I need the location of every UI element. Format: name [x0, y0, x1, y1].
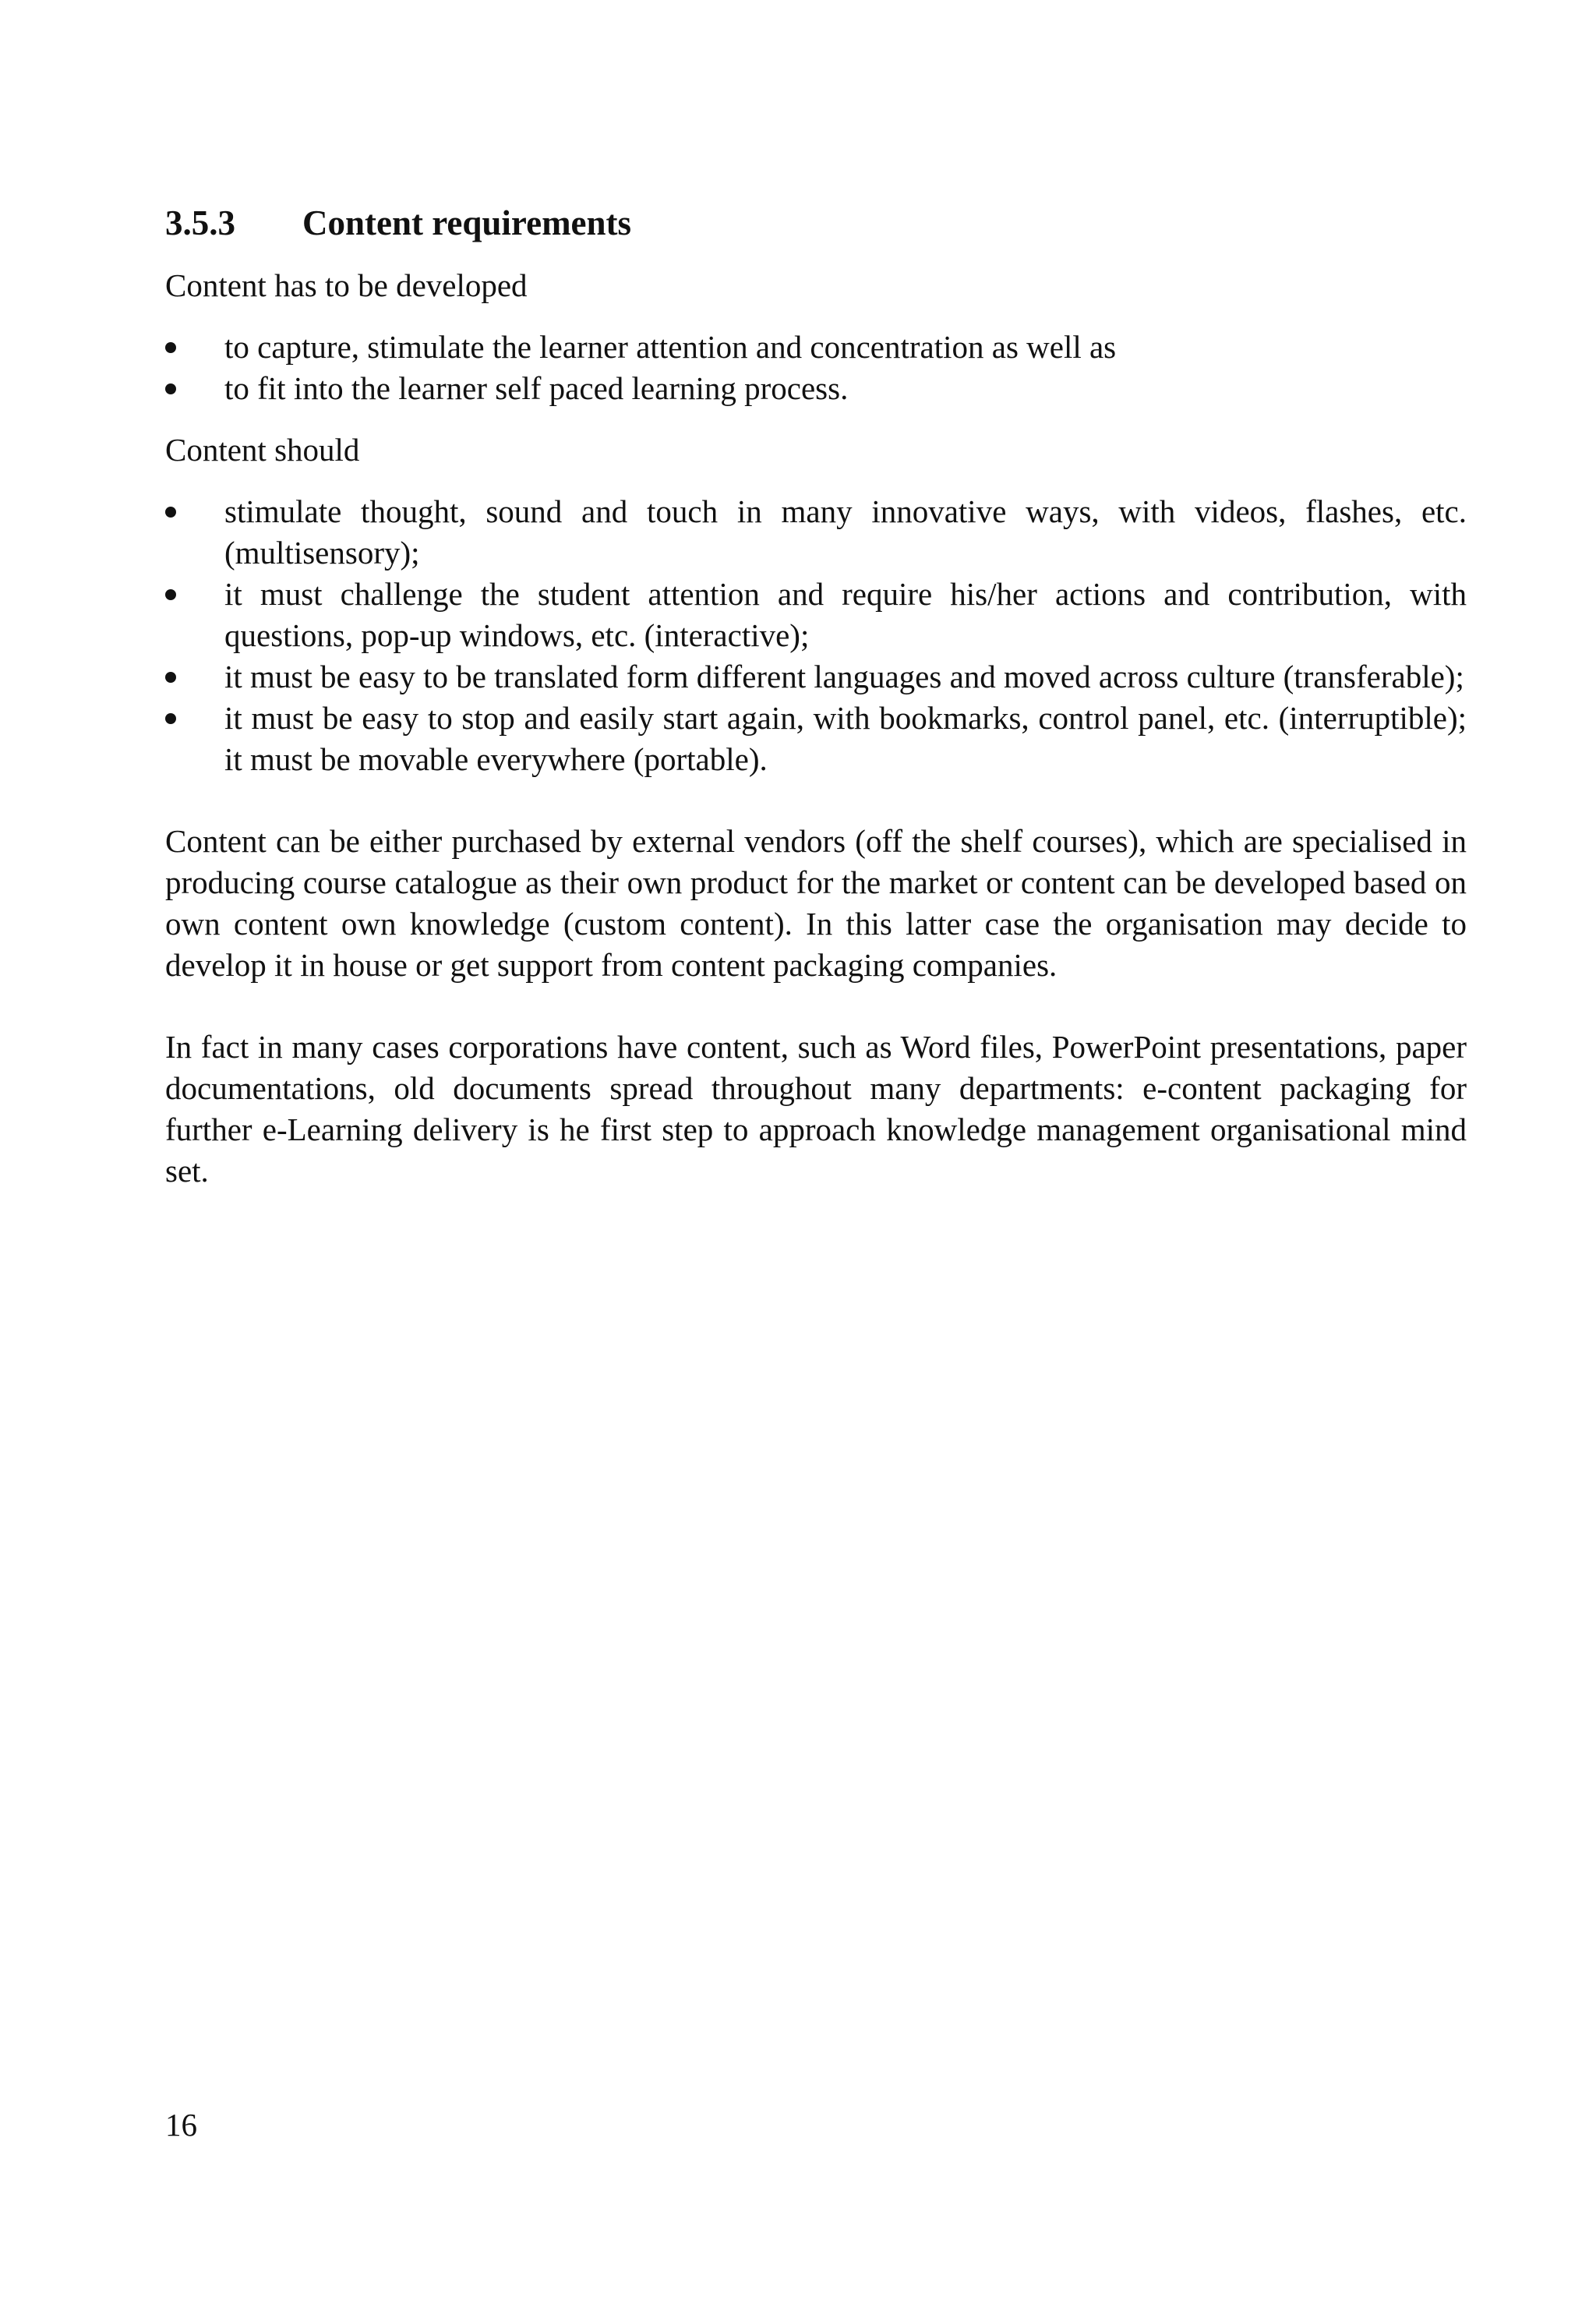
content-qualities-list	[165, 491, 1467, 780]
section-title: Content requirements	[302, 203, 632, 242]
list-item-text: to capture, stimulate the learner attention and concentration as well as	[224, 329, 1117, 365]
list-item-text: it must challenge the student attention and require his/her actions and contribution, with questions, pop-up windows, etc. (interactive);	[224, 576, 1467, 653]
list-item-text: it must be easy to stop and easily start again, with bookmarks, control panel, etc. (interruptible); it must be movable everywhere (portable).	[224, 700, 1467, 777]
list-item-text: to fit into the learner self paced learning process.	[224, 370, 849, 406]
page-content	[165, 201, 1467, 1192]
page-number: 16	[165, 2107, 197, 2143]
bullet-icon	[165, 507, 176, 518]
list-item	[165, 698, 1467, 780]
bullet-icon	[165, 713, 176, 724]
list-item	[165, 574, 1467, 656]
paragraph-packaging: In fact in many cases corporations have content, such as Word files, PowerPoint presentations, paper documentations, old documents spread throughout many departments: e-content packaging for further e-Learning delivery is he first step to approach knowledge management organisational mind set.	[165, 1029, 1467, 1189]
section-heading	[165, 201, 1467, 245]
bullet-icon	[165, 383, 176, 394]
list-item	[165, 327, 1467, 368]
bullet-icon	[165, 672, 176, 683]
intro-text-should: Content should	[165, 432, 360, 468]
section-number: 3.5.3	[165, 203, 235, 242]
list-item-text: it must be easy to be translated form different languages and moved across culture (transferable);	[224, 659, 1464, 694]
list-item	[165, 656, 1467, 698]
list-item	[165, 368, 1467, 409]
list-item-text: stimulate thought, sound and touch in many innovative ways, with videos, flashes, etc. (multisensory);	[224, 493, 1467, 571]
intro-text-developed: Content has to be developed	[165, 267, 528, 303]
bullet-icon	[165, 589, 176, 600]
paragraph-sourcing: Content can be either purchased by external vendors (off the shelf courses), which are specialised in producing course catalogue as their own product for the market or content can be developed based on own content own knowledge (custom content). In this latter case the organisation may decide to develop it in house or get support from content packaging companies.	[165, 823, 1467, 983]
development-goals-list	[165, 327, 1467, 409]
list-item	[165, 491, 1467, 574]
bullet-icon	[165, 342, 176, 353]
